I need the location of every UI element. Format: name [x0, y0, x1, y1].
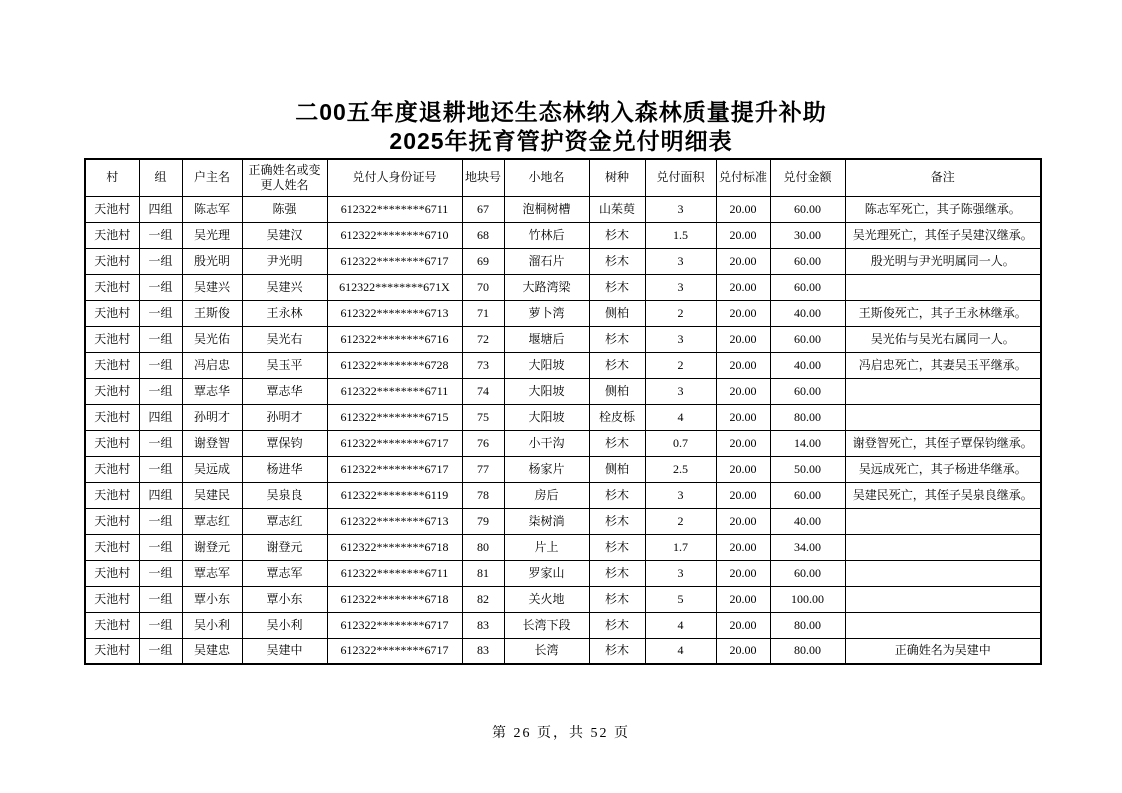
table-body — [85, 196, 1041, 664]
cell-tree-species: 杉木 — [589, 586, 645, 612]
cell-remark: 吴建民死亡，其侄子吴泉良继承。 — [845, 482, 1041, 508]
cell-householder-name: 覃志红 — [182, 508, 242, 534]
cell-place-name: 大阳坡 — [504, 404, 589, 430]
cell-householder-name: 谢登智 — [182, 430, 242, 456]
cell-village: 天池村 — [85, 378, 139, 404]
cell-remark — [845, 586, 1041, 612]
cell-payment-standard: 20.00 — [716, 378, 770, 404]
cell-id-number: 612322********6717 — [327, 430, 462, 456]
cell-village: 天池村 — [85, 612, 139, 638]
cell-payment-standard: 20.00 — [716, 196, 770, 222]
title-line-2: 2025年抚育管护资金兑付明细表 — [389, 128, 733, 154]
cell-payment-amount: 60.00 — [770, 560, 845, 586]
cell-correct-name: 尹光明 — [242, 248, 327, 274]
cell-tree-species: 侧柏 — [589, 456, 645, 482]
cell-tree-species: 杉木 — [589, 612, 645, 638]
cell-id-number: 612322********6119 — [327, 482, 462, 508]
cell-householder-name: 吴建忠 — [182, 638, 242, 664]
cell-householder-name: 殷光明 — [182, 248, 242, 274]
cell-village: 天池村 — [85, 274, 139, 300]
cell-village: 天池村 — [85, 456, 139, 482]
cell-payment-amount: 60.00 — [770, 248, 845, 274]
cell-payment-amount: 60.00 — [770, 482, 845, 508]
header-tree-species: 树种 — [589, 159, 645, 196]
cell-group: 一组 — [139, 560, 182, 586]
cell-payment-amount: 60.00 — [770, 274, 845, 300]
header-plot-number: 地块号 — [462, 159, 504, 196]
header-remark: 备注 — [845, 159, 1041, 196]
cell-tree-species: 杉木 — [589, 248, 645, 274]
header-householder-name: 户主名 — [182, 159, 242, 196]
cell-payment-area: 3 — [645, 560, 716, 586]
cell-plot-number: 82 — [462, 586, 504, 612]
cell-remark: 吴光佑与吴光右属同一人。 — [845, 326, 1041, 352]
cell-payment-standard: 20.00 — [716, 638, 770, 664]
cell-payment-amount: 50.00 — [770, 456, 845, 482]
cell-place-name: 罗家山 — [504, 560, 589, 586]
table-row — [85, 352, 1041, 378]
cell-plot-number: 67 — [462, 196, 504, 222]
title-line-1: 二00五年度退耕地还生态林纳入森林质量提升补助 — [295, 99, 827, 125]
page-number: 第 26 页，共 52 页 — [492, 726, 630, 741]
cell-id-number: 612322********6713 — [327, 508, 462, 534]
cell-group: 一组 — [139, 456, 182, 482]
cell-id-number: 612322********6717 — [327, 456, 462, 482]
cell-remark — [845, 560, 1041, 586]
cell-village: 天池村 — [85, 222, 139, 248]
cell-id-number: 612322********6718 — [327, 586, 462, 612]
cell-payment-area: 0.7 — [645, 430, 716, 456]
cell-id-number: 612322********6717 — [327, 638, 462, 664]
cell-payment-amount: 80.00 — [770, 638, 845, 664]
cell-correct-name: 覃志华 — [242, 378, 327, 404]
cell-plot-number: 69 — [462, 248, 504, 274]
cell-tree-species: 侧柏 — [589, 300, 645, 326]
cell-id-number: 612322********6717 — [327, 612, 462, 638]
cell-tree-species: 杉木 — [589, 222, 645, 248]
cell-tree-species: 杉木 — [589, 326, 645, 352]
header-correct-name: 正确姓名或变更人姓名 — [242, 159, 327, 196]
cell-correct-name: 孙明才 — [242, 404, 327, 430]
cell-payment-standard: 20.00 — [716, 352, 770, 378]
table-row — [85, 612, 1041, 638]
cell-tree-species: 杉木 — [589, 638, 645, 664]
table-row — [85, 222, 1041, 248]
cell-place-name: 房后 — [504, 482, 589, 508]
table-row — [85, 378, 1041, 404]
cell-correct-name: 吴建中 — [242, 638, 327, 664]
cell-tree-species: 杉木 — [589, 352, 645, 378]
table-row — [85, 326, 1041, 352]
cell-village: 天池村 — [85, 352, 139, 378]
cell-plot-number: 76 — [462, 430, 504, 456]
cell-correct-name: 吴泉良 — [242, 482, 327, 508]
cell-remark: 吴远成死亡，其子杨进华继承。 — [845, 456, 1041, 482]
cell-plot-number: 77 — [462, 456, 504, 482]
cell-place-name: 大路湾梁 — [504, 274, 589, 300]
cell-correct-name: 吴建兴 — [242, 274, 327, 300]
cell-payment-amount: 60.00 — [770, 196, 845, 222]
table-row — [85, 586, 1041, 612]
cell-group: 一组 — [139, 300, 182, 326]
cell-place-name: 柒树淌 — [504, 508, 589, 534]
table-row — [85, 638, 1041, 664]
cell-payment-standard: 20.00 — [716, 404, 770, 430]
cell-plot-number: 80 — [462, 534, 504, 560]
cell-village: 天池村 — [85, 482, 139, 508]
cell-plot-number: 79 — [462, 508, 504, 534]
cell-id-number: 612322********671X — [327, 274, 462, 300]
cell-tree-species: 杉木 — [589, 430, 645, 456]
header-group: 组 — [139, 159, 182, 196]
cell-payment-standard: 20.00 — [716, 508, 770, 534]
table-row — [85, 274, 1041, 300]
cell-householder-name: 吴建民 — [182, 482, 242, 508]
cell-plot-number: 68 — [462, 222, 504, 248]
header-payment-standard: 兑付标准 — [716, 159, 770, 196]
cell-plot-number: 78 — [462, 482, 504, 508]
cell-remark: 正确姓名为吴建中 — [845, 638, 1041, 664]
cell-payment-standard: 20.00 — [716, 560, 770, 586]
cell-id-number: 612322********6715 — [327, 404, 462, 430]
cell-payment-amount: 40.00 — [770, 508, 845, 534]
cell-householder-name: 王斯俊 — [182, 300, 242, 326]
cell-place-name: 小干沟 — [504, 430, 589, 456]
cell-group: 一组 — [139, 430, 182, 456]
cell-place-name: 长湾下段 — [504, 612, 589, 638]
header-payment-area: 兑付面积 — [645, 159, 716, 196]
table-row — [85, 560, 1041, 586]
cell-correct-name: 吴小利 — [242, 612, 327, 638]
cell-village: 天池村 — [85, 534, 139, 560]
cell-remark — [845, 274, 1041, 300]
cell-householder-name: 覃小东 — [182, 586, 242, 612]
cell-payment-area: 3 — [645, 196, 716, 222]
cell-id-number: 612322********6728 — [327, 352, 462, 378]
cell-id-number: 612322********6718 — [327, 534, 462, 560]
cell-place-name: 堰塘后 — [504, 326, 589, 352]
cell-householder-name: 吴光理 — [182, 222, 242, 248]
cell-group: 四组 — [139, 196, 182, 222]
cell-id-number: 612322********6710 — [327, 222, 462, 248]
cell-payment-amount: 14.00 — [770, 430, 845, 456]
cell-payment-amount: 30.00 — [770, 222, 845, 248]
cell-remark: 冯启忠死亡，其妻吴玉平继承。 — [845, 352, 1041, 378]
cell-payment-amount: 34.00 — [770, 534, 845, 560]
table-row — [85, 482, 1041, 508]
cell-payment-standard: 20.00 — [716, 248, 770, 274]
cell-payment-area: 3 — [645, 326, 716, 352]
cell-correct-name: 吴玉平 — [242, 352, 327, 378]
table-row — [85, 534, 1041, 560]
cell-payment-amount: 60.00 — [770, 378, 845, 404]
cell-payment-standard: 20.00 — [716, 222, 770, 248]
cell-correct-name: 覃保钧 — [242, 430, 327, 456]
cell-payment-standard: 20.00 — [716, 274, 770, 300]
cell-id-number: 612322********6711 — [327, 560, 462, 586]
table-row — [85, 430, 1041, 456]
cell-village: 天池村 — [85, 430, 139, 456]
document-title — [0, 98, 1122, 156]
cell-payment-area: 4 — [645, 612, 716, 638]
cell-place-name: 关火地 — [504, 586, 589, 612]
cell-village: 天池村 — [85, 326, 139, 352]
cell-place-name: 竹林后 — [504, 222, 589, 248]
cell-remark: 王斯俊死亡，其子王永林继承。 — [845, 300, 1041, 326]
cell-payment-standard: 20.00 — [716, 612, 770, 638]
cell-payment-area: 2 — [645, 300, 716, 326]
cell-plot-number: 74 — [462, 378, 504, 404]
table-row — [85, 300, 1041, 326]
cell-payment-area: 1.5 — [645, 222, 716, 248]
header-village: 村 — [85, 159, 139, 196]
header-payment-amount: 兑付金额 — [770, 159, 845, 196]
cell-group: 四组 — [139, 404, 182, 430]
cell-householder-name: 陈志军 — [182, 196, 242, 222]
cell-group: 一组 — [139, 612, 182, 638]
cell-group: 一组 — [139, 508, 182, 534]
cell-correct-name: 王永林 — [242, 300, 327, 326]
table-row — [85, 404, 1041, 430]
cell-group: 一组 — [139, 534, 182, 560]
cell-remark: 吴光理死亡，其侄子吴建汉继承。 — [845, 222, 1041, 248]
cell-payment-standard: 20.00 — [716, 300, 770, 326]
cell-correct-name: 谢登元 — [242, 534, 327, 560]
cell-payment-standard: 20.00 — [716, 456, 770, 482]
cell-plot-number: 71 — [462, 300, 504, 326]
cell-place-name: 泡桐树槽 — [504, 196, 589, 222]
cell-householder-name: 覃志华 — [182, 378, 242, 404]
cell-correct-name: 覃小东 — [242, 586, 327, 612]
cell-place-name: 长湾 — [504, 638, 589, 664]
cell-remark — [845, 612, 1041, 638]
cell-payment-area: 1.7 — [645, 534, 716, 560]
cell-tree-species: 杉木 — [589, 560, 645, 586]
cell-tree-species: 杉木 — [589, 534, 645, 560]
cell-id-number: 612322********6713 — [327, 300, 462, 326]
cell-remark: 陈志军死亡，其子陈强继承。 — [845, 196, 1041, 222]
cell-payment-standard: 20.00 — [716, 430, 770, 456]
cell-householder-name: 孙明才 — [182, 404, 242, 430]
cell-group: 一组 — [139, 326, 182, 352]
cell-plot-number: 73 — [462, 352, 504, 378]
cell-householder-name: 吴光佑 — [182, 326, 242, 352]
cell-correct-name: 覃志军 — [242, 560, 327, 586]
cell-plot-number: 75 — [462, 404, 504, 430]
cell-group: 一组 — [139, 222, 182, 248]
cell-plot-number: 83 — [462, 612, 504, 638]
cell-payment-amount: 100.00 — [770, 586, 845, 612]
cell-householder-name: 吴远成 — [182, 456, 242, 482]
cell-correct-name: 覃志红 — [242, 508, 327, 534]
cell-payment-area: 4 — [645, 638, 716, 664]
cell-payment-area: 2 — [645, 352, 716, 378]
cell-tree-species: 杉木 — [589, 508, 645, 534]
cell-place-name: 大阳坡 — [504, 352, 589, 378]
cell-remark — [845, 404, 1041, 430]
cell-plot-number: 70 — [462, 274, 504, 300]
cell-correct-name: 陈强 — [242, 196, 327, 222]
cell-payment-area: 2 — [645, 508, 716, 534]
cell-plot-number: 81 — [462, 560, 504, 586]
cell-village: 天池村 — [85, 586, 139, 612]
cell-village: 天池村 — [85, 196, 139, 222]
table-row — [85, 248, 1041, 274]
cell-remark: 谢登智死亡，其侄子覃保钧继承。 — [845, 430, 1041, 456]
cell-village: 天池村 — [85, 248, 139, 274]
cell-place-name: 溜石片 — [504, 248, 589, 274]
cell-payment-area: 3 — [645, 248, 716, 274]
cell-village: 天池村 — [85, 300, 139, 326]
cell-group: 四组 — [139, 482, 182, 508]
payment-detail-table — [84, 158, 1042, 665]
cell-village: 天池村 — [85, 560, 139, 586]
cell-place-name: 片上 — [504, 534, 589, 560]
cell-id-number: 612322********6716 — [327, 326, 462, 352]
cell-payment-amount: 80.00 — [770, 404, 845, 430]
header-id-number: 兑付人身份证号 — [327, 159, 462, 196]
cell-tree-species: 侧柏 — [589, 378, 645, 404]
cell-payment-area: 3 — [645, 378, 716, 404]
cell-village: 天池村 — [85, 404, 139, 430]
cell-householder-name: 冯启忠 — [182, 352, 242, 378]
cell-id-number: 612322********6711 — [327, 378, 462, 404]
cell-correct-name: 吴光右 — [242, 326, 327, 352]
cell-place-name: 杨家片 — [504, 456, 589, 482]
header-place-name: 小地名 — [504, 159, 589, 196]
cell-village: 天池村 — [85, 508, 139, 534]
cell-payment-area: 3 — [645, 274, 716, 300]
cell-payment-amount: 60.00 — [770, 326, 845, 352]
cell-id-number: 612322********6717 — [327, 248, 462, 274]
cell-village: 天池村 — [85, 638, 139, 664]
cell-payment-amount: 40.00 — [770, 300, 845, 326]
cell-remark — [845, 534, 1041, 560]
table-row — [85, 508, 1041, 534]
cell-id-number: 612322********6711 — [327, 196, 462, 222]
cell-tree-species: 山茱萸 — [589, 196, 645, 222]
cell-payment-area: 3 — [645, 482, 716, 508]
table-row — [85, 196, 1041, 222]
cell-remark: 殷光明与尹光明属同一人。 — [845, 248, 1041, 274]
cell-tree-species: 杉木 — [589, 274, 645, 300]
cell-correct-name: 吴建汉 — [242, 222, 327, 248]
cell-plot-number: 72 — [462, 326, 504, 352]
cell-group: 一组 — [139, 638, 182, 664]
cell-correct-name: 杨进华 — [242, 456, 327, 482]
table-header-row — [85, 159, 1041, 196]
cell-group: 一组 — [139, 586, 182, 612]
cell-payment-standard: 20.00 — [716, 482, 770, 508]
cell-group: 一组 — [139, 352, 182, 378]
cell-payment-standard: 20.00 — [716, 534, 770, 560]
cell-remark — [845, 508, 1041, 534]
cell-group: 一组 — [139, 248, 182, 274]
cell-householder-name: 覃志军 — [182, 560, 242, 586]
cell-plot-number: 83 — [462, 638, 504, 664]
cell-payment-area: 5 — [645, 586, 716, 612]
cell-remark — [845, 378, 1041, 404]
cell-householder-name: 吴小利 — [182, 612, 242, 638]
cell-tree-species: 杉木 — [589, 482, 645, 508]
cell-householder-name: 谢登元 — [182, 534, 242, 560]
cell-payment-standard: 20.00 — [716, 586, 770, 612]
cell-payment-area: 2.5 — [645, 456, 716, 482]
cell-tree-species: 栓皮栎 — [589, 404, 645, 430]
cell-group: 一组 — [139, 378, 182, 404]
cell-payment-area: 4 — [645, 404, 716, 430]
cell-payment-amount: 80.00 — [770, 612, 845, 638]
table-row — [85, 456, 1041, 482]
cell-payment-standard: 20.00 — [716, 326, 770, 352]
cell-householder-name: 吴建兴 — [182, 274, 242, 300]
cell-place-name: 大阳坡 — [504, 378, 589, 404]
cell-place-name: 萝卜湾 — [504, 300, 589, 326]
cell-group: 一组 — [139, 274, 182, 300]
cell-payment-amount: 40.00 — [770, 352, 845, 378]
